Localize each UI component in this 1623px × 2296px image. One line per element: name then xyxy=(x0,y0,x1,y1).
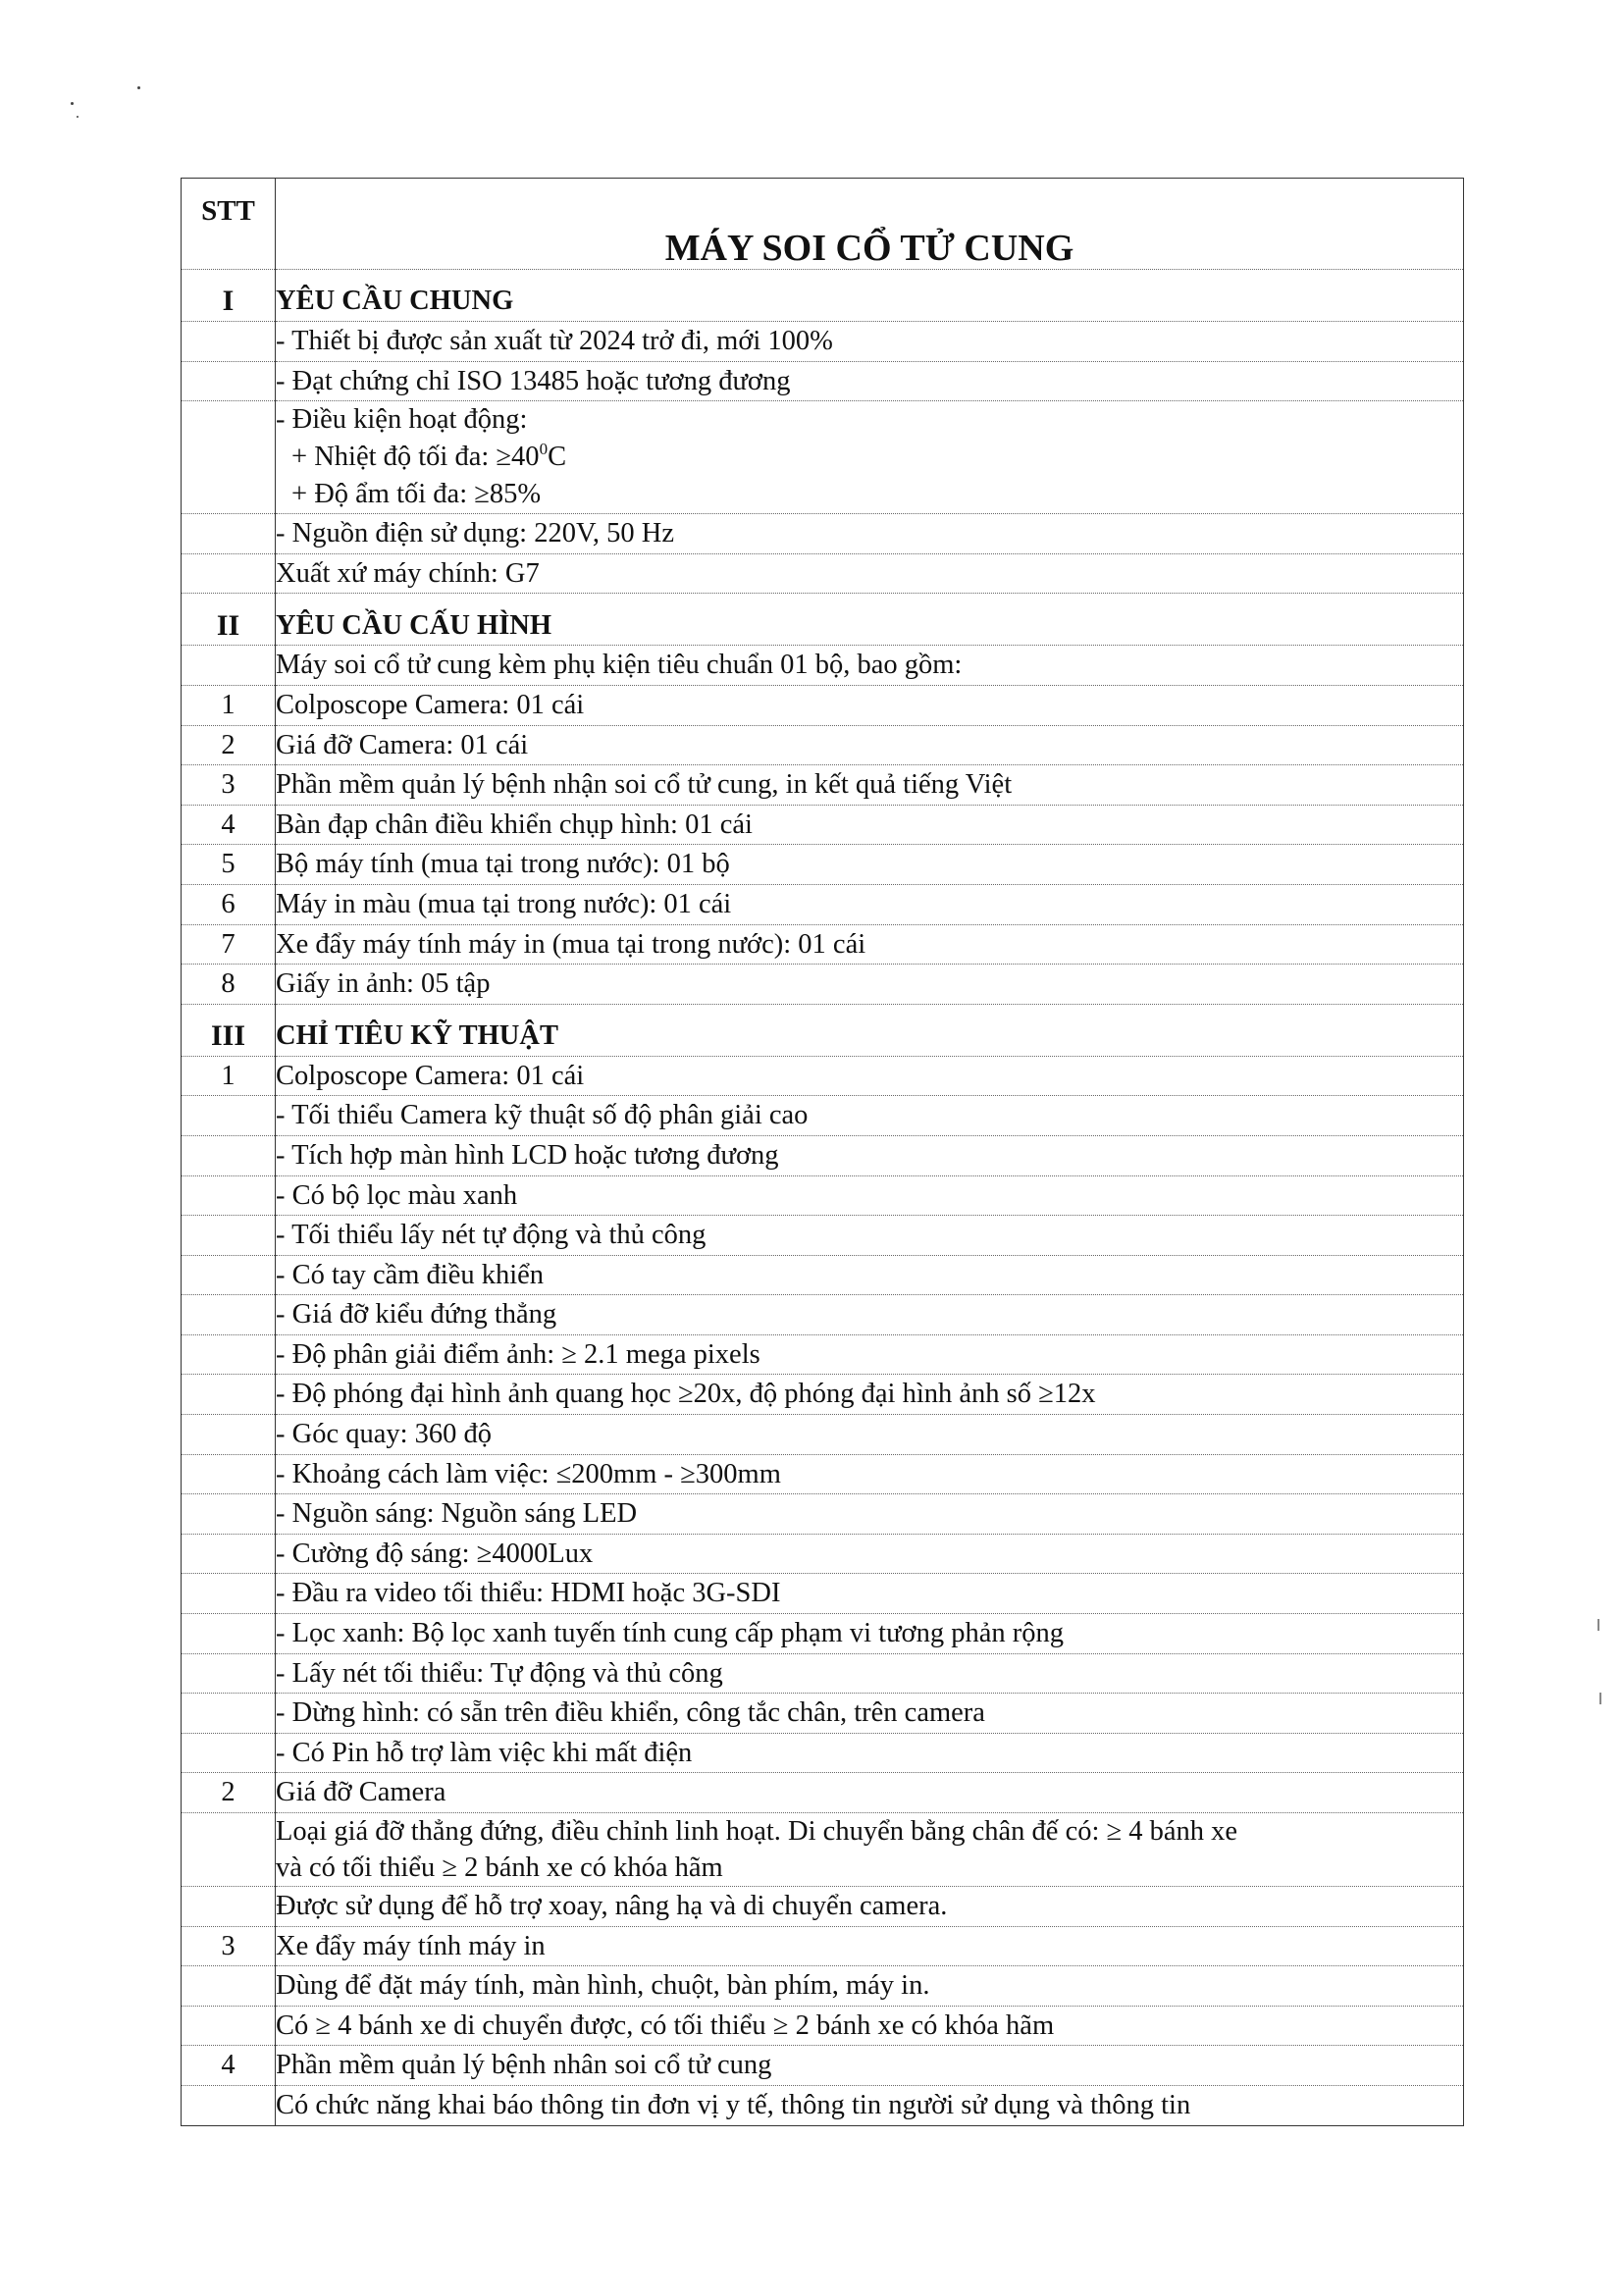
spec-text: - Lấy nét tối thiểu: Tự động và thủ công xyxy=(276,1653,1464,1694)
list-item xyxy=(182,1534,1464,1574)
table-row xyxy=(182,685,1464,725)
requirement-subitem: + Nhiệt độ tối đa: $\ge 40^0C$ xyxy=(291,440,567,473)
table-row xyxy=(182,765,1464,806)
table-header-row xyxy=(182,179,1464,270)
list-item xyxy=(182,1375,1464,1415)
spec-text: Có ≥ 4 bánh xe di chuyển được, có tối thiểu ≥ 2 bánh xe có khóa hãm xyxy=(276,2006,1464,2046)
item-number: 3 xyxy=(182,1926,276,1966)
item-number: 1 xyxy=(182,685,276,725)
list-item xyxy=(182,1494,1464,1535)
section-row xyxy=(182,270,1464,322)
item-number: 3 xyxy=(182,765,276,806)
spec-text: - Khoảng cách làm việc: ≤200mm - ≥300mm xyxy=(276,1454,1464,1494)
spec-text: Loại giá đỡ thẳng đứng, điều chỉnh linh hoạt. Di chuyển bằng chân đế có: ≥ 4 bánh xe và có tối thiểu ≥ 2 bánh xe có khóa hãm xyxy=(276,1813,1464,1887)
requirement-text: - Nguồn điện sử dụng: 220V, 50 Hz xyxy=(276,514,1464,554)
table-row xyxy=(182,845,1464,885)
stt-header: STT xyxy=(182,179,276,270)
requirement-text: - Thiết bị được sản xuất từ 2024 trở đi, mới 100% xyxy=(276,322,1464,362)
item-text: Bộ máy tính (mua tại trong nước): 01 bộ xyxy=(276,845,1464,885)
list-item xyxy=(182,1295,1464,1335)
table-row xyxy=(182,1056,1464,1096)
spec-text: Dùng để đặt máy tính, màn hình, chuột, bàn phím, máy in. xyxy=(276,1966,1464,2007)
item-number: 2 xyxy=(182,1773,276,1813)
requirement-text: Xuất xứ máy chính: G7 xyxy=(276,553,1464,594)
spec-text: Có chức năng khai báo thông tin đơn vị y tế, thông tin người sử dụng và thông tin xyxy=(276,2085,1464,2125)
item-text: Giấy in ảnh: 05 tập xyxy=(276,965,1464,1005)
spec-text: - Góc quay: 360 độ xyxy=(276,1415,1464,1455)
item-text: Xe đẩy máy tính máy in (mua tại trong nước): 01 cái xyxy=(276,924,1464,965)
item-number: 4 xyxy=(182,805,276,845)
scan-speck xyxy=(137,86,140,89)
spec-table xyxy=(181,178,1464,2126)
section-number: I xyxy=(182,270,276,322)
scan-mark xyxy=(1599,1693,1601,1704)
section-title: YÊU CẦU CHUNG xyxy=(276,270,1464,322)
scan-speck xyxy=(71,102,74,105)
requirement-text: - Điều kiện hoạt động: xyxy=(276,404,528,436)
spec-text: - Độ phân giải điểm ảnh: ≥ 2.1 mega pixels xyxy=(276,1334,1464,1375)
list-item xyxy=(182,553,1464,594)
list-item xyxy=(182,1096,1464,1136)
list-item xyxy=(182,1255,1464,1295)
list-item xyxy=(182,2085,1464,2125)
list-item xyxy=(182,1415,1464,1455)
table-row xyxy=(182,805,1464,845)
section-intro: Máy soi cổ tử cung kèm phụ kiện tiêu chuẩn 01 bộ, bao gồm: xyxy=(276,646,1464,686)
table-row xyxy=(182,965,1464,1005)
item-text: Bàn đạp chân điều khiển chụp hình: 01 cái xyxy=(276,805,1464,845)
group-title: Giá đỡ Camera xyxy=(276,1773,1464,1813)
requirement-text: - Đạt chứng chỉ ISO 13485 hoặc tương đương xyxy=(276,361,1464,401)
section-number: III xyxy=(182,1004,276,1056)
group-title: Phần mềm quản lý bệnh nhân soi cổ tử cung xyxy=(276,2046,1464,2086)
section-title: YÊU CẦU CẤU HÌNH xyxy=(276,594,1464,646)
list-item xyxy=(182,1175,1464,1216)
section-title: CHỈ TIÊU KỸ THUẬT xyxy=(276,1004,1464,1056)
item-number: 8 xyxy=(182,965,276,1005)
item-number: 2 xyxy=(182,725,276,765)
spec-text: - Tối thiểu Camera kỹ thuật số độ phân giải cao xyxy=(276,1096,1464,1136)
list-item xyxy=(182,1694,1464,1734)
spec-text: - Cường độ sáng: ≥4000Lux xyxy=(276,1534,1464,1574)
requirement-subitem: + Độ ẩm tối đa: ≥85% xyxy=(291,479,542,510)
spec-text: - Giá đỡ kiểu đứng thẳng xyxy=(276,1295,1464,1335)
spec-text: Được sử dụng để hỗ trợ xoay, nâng hạ và di chuyển camera. xyxy=(276,1887,1464,1927)
spec-text: - Có Pin hỗ trợ làm việc khi mất điện xyxy=(276,1733,1464,1773)
list-item xyxy=(182,1887,1464,1927)
list-item xyxy=(182,1334,1464,1375)
item-number: 7 xyxy=(182,924,276,965)
list-item xyxy=(182,361,1464,401)
item-number: 6 xyxy=(182,884,276,924)
item-number: 4 xyxy=(182,2046,276,2086)
item-number: 5 xyxy=(182,845,276,885)
item-text: Colposcope Camera: 01 cái xyxy=(276,685,1464,725)
list-item xyxy=(182,1733,1464,1773)
spec-text: - Có bộ lọc màu xanh xyxy=(276,1175,1464,1216)
list-item xyxy=(182,1574,1464,1614)
list-item xyxy=(182,1216,1464,1256)
requirement-text xyxy=(276,401,1464,514)
spec-text: - Nguồn sáng: Nguồn sáng LED xyxy=(276,1494,1464,1535)
table-row xyxy=(182,2046,1464,2086)
list-item xyxy=(182,1135,1464,1175)
item-number: 1 xyxy=(182,1056,276,1096)
list-item xyxy=(182,1454,1464,1494)
list-item xyxy=(182,1653,1464,1694)
scan-mark xyxy=(1597,1619,1599,1631)
spec-text: - Có tay cầm điều khiển xyxy=(276,1255,1464,1295)
list-item xyxy=(182,1813,1464,1887)
spec-text: - Tích hợp màn hình LCD hoặc tương đương xyxy=(276,1135,1464,1175)
spec-text: - Lọc xanh: Bộ lọc xanh tuyến tính cung cấp phạm vi tương phản rộng xyxy=(276,1614,1464,1654)
spec-text: - Dừng hình: có sẵn trên điều khiển, công tắc chân, trên camera xyxy=(276,1694,1464,1734)
item-text: Phần mềm quản lý bệnh nhận soi cổ tử cung, in kết quả tiếng Việt xyxy=(276,765,1464,806)
table-row xyxy=(182,725,1464,765)
list-item xyxy=(182,514,1464,554)
spec-text: - Tối thiểu lấy nét tự động và thủ công xyxy=(276,1216,1464,1256)
section-row xyxy=(182,594,1464,646)
spec-text: - Độ phóng đại hình ảnh quang học ≥20x, độ phóng đại hình ảnh số ≥12x xyxy=(276,1375,1464,1415)
page-title: MÁY SOI CỔ TỬ CUNG xyxy=(276,179,1464,270)
list-item xyxy=(182,2006,1464,2046)
spec-text: - Đầu ra video tối thiểu: HDMI hoặc 3G-SDI xyxy=(276,1574,1464,1614)
list-item xyxy=(182,401,1464,514)
section-number: II xyxy=(182,594,276,646)
list-item xyxy=(182,646,1464,686)
group-title: Xe đẩy máy tính máy in xyxy=(276,1926,1464,1966)
list-item xyxy=(182,1614,1464,1654)
table-row xyxy=(182,924,1464,965)
table-row xyxy=(182,884,1464,924)
item-text: Máy in màu (mua tại trong nước): 01 cái xyxy=(276,884,1464,924)
list-item xyxy=(182,322,1464,362)
table-row xyxy=(182,1773,1464,1813)
group-title: Colposcope Camera: 01 cái xyxy=(276,1056,1464,1096)
table-row xyxy=(182,1926,1464,1966)
list-item xyxy=(182,1966,1464,2007)
scan-speck xyxy=(77,116,79,118)
item-text: Giá đỡ Camera: 01 cái xyxy=(276,725,1464,765)
section-row xyxy=(182,1004,1464,1056)
